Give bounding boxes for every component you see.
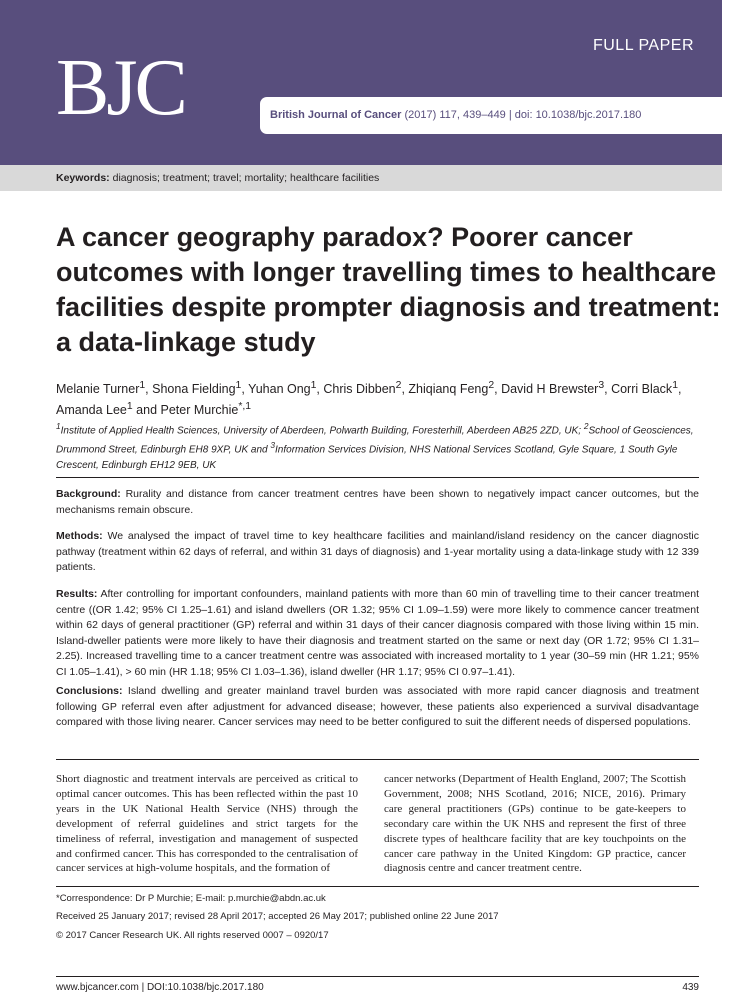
- abstract-background: [56, 487, 699, 518]
- affiliations: [56, 419, 716, 473]
- journal-banner: [0, 0, 722, 165]
- author-separator: and: [132, 403, 161, 418]
- keywords-text: diagnosis; treatment; travel; mortality; healthcare facilities: [109, 172, 380, 184]
- author-separator: ,: [241, 382, 249, 397]
- author: Chris Dibben: [323, 382, 396, 397]
- abstract-methods-text: We analysed the impact of travel time to key healthcare facilities and mainland/island residency on the cancer diagnostic pathway (treatment within 62 days of referral, and within 31 days of diagnosis) and 1-year mortality using a data-linkage study with 12 339 patients.: [56, 530, 699, 573]
- page-number: 439: [682, 982, 699, 993]
- abstract-conclusions: [56, 684, 699, 731]
- correspondence-note: *Correspondence: Dr P Murchie; E-mail: p.murchie@abdn.ac.uk: [56, 893, 326, 904]
- author-affiliation-mark: 2: [395, 380, 402, 391]
- abstract-conclusions-label: Conclusions:: [56, 685, 123, 697]
- abstract-results-text: After controlling for important confounders, mainland patients with more than 60 min of travelling time to their cancer treatment centre ((OR 1.42; 95% CI 1.25–1.61) and island dwellers (OR 1.32; 95% CI 1.09–1.59) were more likely to commence cancer treatment within 62 days of general practitioner (GP) referral and within 31 days of their cancer diagnosis compared with those living within 15 min. Island-dweller patients were more likely to have their diagnosis and treatment started on the same or next day (OR 1.72; 95% CI 1.31–2.25). Increased travelling time to a cancer treatment centre was associated with increased mortality to 1 year (30–59 min (HR 1.21; 95% CI 1.05–1.41), > 60 min (HR 1.18; 95% CI 1.03–1.36), island dweller (HR 1.17; 95% CI 0.97–1.41).: [56, 588, 699, 678]
- author-separator: ,: [145, 382, 153, 397]
- footer-journal-doi: www.bjcancer.com | DOI:10.1038/bjc.2017.180: [56, 982, 264, 993]
- author: Melanie Turner: [56, 382, 140, 397]
- copyright-note: © 2017 Cancer Research UK. All rights reserved 0007 – 0920/17: [56, 930, 329, 941]
- author-separator: ,: [401, 382, 409, 397]
- author-separator: ,: [316, 382, 324, 397]
- footnote-rule: [56, 886, 699, 887]
- abstract-results-label: Results:: [56, 588, 98, 600]
- citation-journal-name: British Journal of Cancer: [270, 109, 402, 121]
- author-affiliation-mark: 3: [598, 380, 605, 391]
- author: David H Brewster: [501, 382, 599, 397]
- keywords: [56, 172, 379, 185]
- affiliation-mark: 2: [583, 421, 589, 431]
- journal-logo: BJC: [56, 44, 185, 132]
- footer-rule: [56, 976, 699, 977]
- keywords-bar: [0, 165, 722, 191]
- author-affiliation-mark: 1: [126, 401, 133, 413]
- author: Yuhan Ong: [248, 382, 311, 397]
- author: Corri Black: [611, 382, 673, 397]
- keywords-label: Keywords:: [56, 172, 110, 184]
- author: Shona Fielding: [152, 382, 236, 397]
- author-separator: ,: [677, 382, 682, 397]
- affiliation-mark: 1: [56, 421, 61, 431]
- citation-details: (2017) 117, 439–449 | doi: 10.1038/bjc.2017.180: [401, 109, 642, 121]
- abstract-bottom-rule: [56, 759, 699, 760]
- abstract-methods: [56, 529, 699, 576]
- body-column-left: Short diagnostic and treatment intervals are perceived as critical to optimal cancer outcomes. This has been reflected within the past 10 years in the UK National Health Service (NHS) through the development of referral guidelines and strict targets for the timeliness of referral, investigation and management of suspected and confirmed cancer. This has corresponded to the centralisation of cancer services at high-volume hospitals, and the formation of: [56, 773, 358, 875]
- affiliation-text: Institute of Applied Health Sciences, University of Aberdeen, Polwarth Building, Foresterhill, Aberdeen AB25 2ZD, UK;: [60, 425, 584, 437]
- affiliation-mark: 3: [270, 440, 276, 451]
- author: Peter Murchie: [160, 403, 239, 418]
- paper-type-label: FULL PAPER: [592, 37, 694, 54]
- abstract-background-text: Rurality and distance from cancer treatment centres have been shown to negatively impact cancer outcomes, but the mechanisms remain obscure.: [56, 488, 699, 516]
- received-dates: Received 25 January 2017; revised 28 April 2017; accepted 26 May 2017; published online 22 June 2017: [56, 911, 499, 922]
- citation-line: [270, 108, 641, 123]
- affiliation-text: Information Services Division, NHS National Services Scotland, Gyle Square, 1 South Gyle Crescent, Edinburgh EH12 9EB, UK: [56, 444, 678, 471]
- author-separator: ,: [604, 382, 612, 397]
- author-affiliation-mark: 1: [672, 380, 678, 391]
- author: Zhiqianq Feng: [408, 382, 489, 397]
- abstract-results: [56, 587, 699, 680]
- citation-box: [260, 97, 722, 134]
- author-affiliation-mark: 1: [235, 380, 242, 391]
- affiliation-text: School of Geosciences, Drummond Street, Edinburgh EH8 9XP, UK and: [56, 425, 694, 456]
- abstract-background-label: Background:: [56, 488, 121, 500]
- author: Amanda Lee: [56, 403, 127, 418]
- abstract-top-rule: [56, 477, 699, 478]
- author-affiliation-mark: 1: [310, 380, 317, 391]
- author-affiliation-mark: *,1: [238, 401, 252, 413]
- body-column-right: cancer networks (Department of Health England, 2007; The Scottish Government, 2008; NHS Scotland, 2016; NICE, 2016). Primary care general practitioners (GPs) continue to be gate-keepers to secondary care within the UK NHS and represent the first of three discrete types of healthcare facility that are key touchpoints on the cancer care pathway in the United Kingdom: GP practice, cancer diagnosis centre and cancer treatment centre.: [384, 773, 686, 875]
- author-separator: ,: [494, 382, 502, 397]
- author-affiliation-mark: 1: [139, 380, 146, 391]
- article-title: A cancer geography paradox? Poorer cancer outcomes with longer travelling times to healthcare facilities despite prompter diagnosis and treatment: a data-linkage study: [56, 222, 721, 357]
- author-list: [56, 377, 716, 419]
- abstract-conclusions-text: Island dwelling and greater mainland travel burden was associated with more rapid cancer diagnosis and treatment following GP referral even after adjustment for advanced disease; however, these patients also experienced a survival disadvantage compared with those living nearer. Cancer services may need to be better configured to suit the different needs of dispersed populations.: [56, 685, 699, 728]
- abstract-methods-label: Methods:: [56, 530, 103, 542]
- author-affiliation-mark: 2: [488, 380, 495, 391]
